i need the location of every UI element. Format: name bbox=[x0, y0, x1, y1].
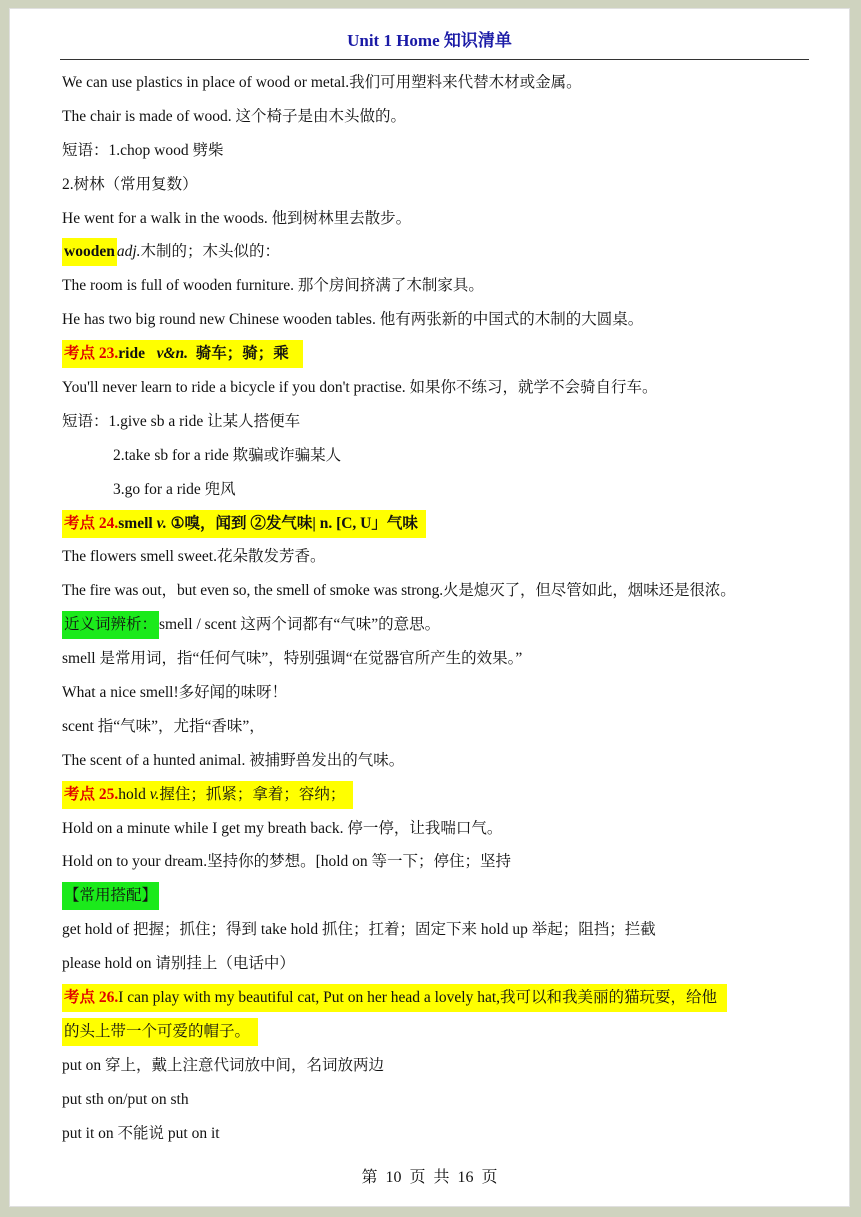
definition: 骑车；骑；乘 bbox=[188, 345, 289, 363]
text-line: He has two big round new Chinese wooden tables. 他有两张新的中国式的木制的大圆桌。 bbox=[62, 311, 644, 329]
collocation-tag: 【常用搭配】 bbox=[62, 882, 159, 910]
keypoint-word: ride bbox=[118, 345, 157, 363]
text-line: The room is full of wooden furniture. 那个房间挤满了木制家具。 bbox=[62, 277, 484, 295]
part-of-speech: adj. bbox=[116, 243, 141, 261]
text-line: 3.go for a ride 兜风 bbox=[113, 480, 236, 498]
keypoint-word: hold bbox=[118, 785, 150, 803]
text-line: scent 指“气味”，尤指“香味”， bbox=[62, 717, 265, 735]
text-line: He went for a walk in the woods. 他到树林里去散步。 bbox=[62, 209, 412, 227]
text-line: 短语：1.give sb a ride 让某人搭便车 bbox=[62, 412, 301, 430]
part-of-speech: v. bbox=[149, 785, 160, 803]
text-line: Hold on a minute while I get my breath back. 停一停，让我喘口气。 bbox=[62, 819, 503, 837]
page-content bbox=[62, 66, 819, 1151]
part-of-speech: v&n. bbox=[156, 345, 189, 363]
keypoint-26-line-2 bbox=[62, 1015, 819, 1049]
keypoint-24-highlight bbox=[62, 510, 426, 538]
page-number: 第 10 页 共 16 页 bbox=[361, 1169, 498, 1186]
page-header-title: Unit 1 Home 知识清单 bbox=[347, 31, 512, 50]
part-of-speech: v. bbox=[156, 514, 167, 532]
definition: 木制的；木头似的： bbox=[140, 243, 281, 261]
text-line: put sth on/put on sth bbox=[62, 1090, 189, 1108]
text-line: smell 是常用词，指“任何气味”，特别强调“在觉器官所产生的效果。” bbox=[62, 650, 523, 668]
keypoint-23-line bbox=[62, 337, 819, 371]
text-line-synonym bbox=[62, 608, 819, 642]
keypoint-25-line bbox=[62, 778, 819, 812]
text-line: 短语：1.chop wood 劈柴 bbox=[62, 141, 224, 159]
keypoint-sentence: I can play with my beautiful cat, Put on her head a lovely hat,我可以和我美丽的猫玩耍，给他 bbox=[118, 988, 718, 1006]
highlighted-word: wooden bbox=[62, 238, 117, 266]
text-line: 2.take sb for a ride 欺骗或诈骗某人 bbox=[113, 446, 342, 464]
keypoint-26-line bbox=[62, 981, 819, 1015]
keypoint-23-highlight bbox=[62, 340, 303, 368]
text-line: What a nice smell!多好闻的味呀！ bbox=[62, 684, 288, 702]
keypoint-24-line bbox=[62, 507, 819, 541]
keypoint-label: 考点 25. bbox=[64, 785, 119, 803]
keypoint-label: 考点 23. bbox=[64, 345, 119, 363]
text-line: put it on 不能说 put on it bbox=[62, 1124, 220, 1142]
text-line: The chair is made of wood. 这个椅子是由木头做的。 bbox=[62, 107, 406, 125]
document-page bbox=[9, 8, 850, 1207]
text-line: 2.树林（常用复数） bbox=[62, 175, 198, 193]
text-line-wooden bbox=[62, 235, 819, 269]
text-line: You'll never learn to ride a bicycle if you don't practise. 如果你不练习，就学不会骑自行车。 bbox=[62, 379, 658, 397]
text-line: put on 穿上，戴上注意代词放中间，名词放两边 bbox=[62, 1056, 385, 1074]
text-line: Hold on to your dream.坚持你的梦想。[hold on 等一下；停住；坚持 bbox=[62, 853, 512, 871]
text-line: We can use plastics in place of wood or metal.我们可用塑料来代替木材或金属。 bbox=[62, 74, 582, 91]
keypoint-word: smell bbox=[118, 514, 157, 532]
text-line: The scent of a hunted animal. 被捕野兽发出的气味。 bbox=[62, 751, 405, 769]
keypoint-26-highlight bbox=[62, 984, 727, 1012]
keypoint-label: 考点 24. bbox=[64, 514, 119, 532]
synonym-text: smell / scent 这两个词都有“气味”的意思。 bbox=[159, 616, 441, 634]
keypoint-26-highlight-2: 的头上带一个可爱的帽子。 bbox=[62, 1018, 258, 1046]
keypoint-label: 考点 26. bbox=[64, 988, 119, 1006]
text-line: get hold of 把握；抓住；得到 take hold 抓住；扛着；固定下来 hold up 举起；阻挡；拦截 bbox=[62, 921, 656, 939]
synonym-tag: 近义词辨析： bbox=[62, 611, 159, 639]
text-line: The flowers smell sweet.花朵散发芳香。 bbox=[62, 548, 326, 566]
text-line: The fire was out，but even so, the smell of smoke was strong.火是熄灭了，但尽管如此，烟味还是很浓。 bbox=[62, 582, 736, 600]
text-line-collocation bbox=[62, 879, 819, 913]
header-divider bbox=[60, 59, 809, 60]
definition: ①嗅，闻到 ②发气味| n. [C, U」气味 bbox=[166, 514, 418, 532]
keypoint-25-highlight bbox=[62, 781, 353, 809]
text-line: please hold on 请别挂上（电话中） bbox=[62, 955, 295, 973]
definition: 握住；抓紧；拿着；容纳； bbox=[159, 785, 346, 803]
